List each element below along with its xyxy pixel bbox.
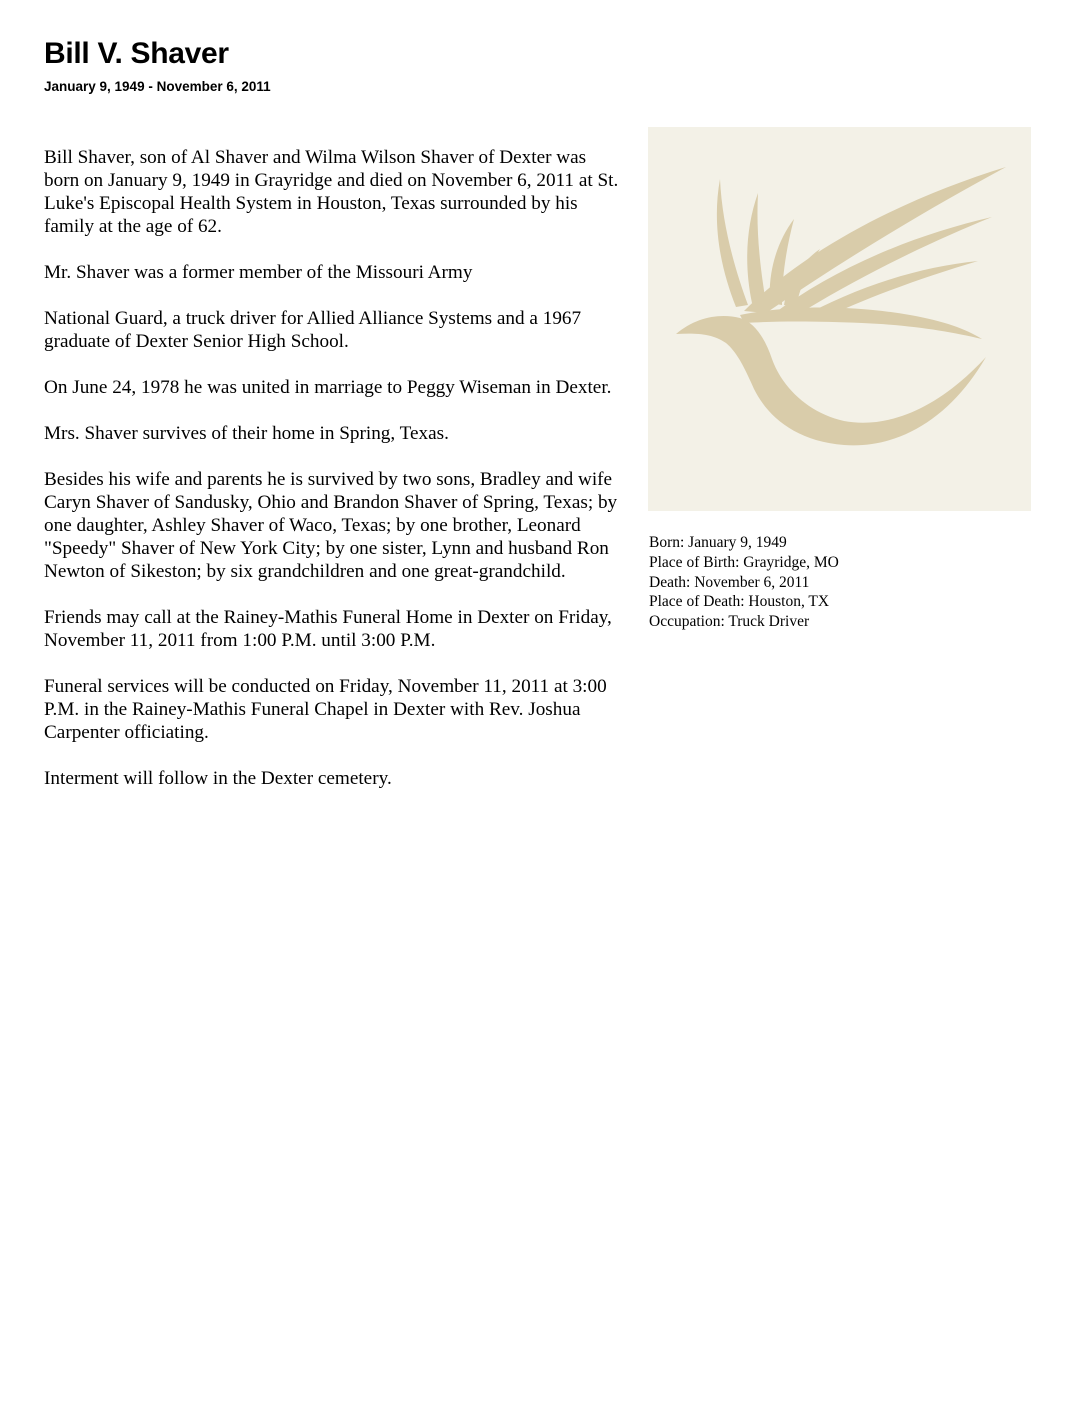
fact-occupation: Occupation: Truck Driver [649,613,810,631]
fact-death: Death: November 6, 2011 [649,573,810,591]
fact-place-of-birth: Place of Birth: Grayridge, MO [649,553,839,571]
fact-born: Born: January 9, 1949 [649,534,787,551]
memorial-image [648,127,1031,511]
obituary-paragraph: Friends may call at the Rainey-Mathis Funeral Home in Dexter on Friday, November 11, 2011 from 1:00 P.M. until 3:00 P.M. [44,607,612,651]
fact-place-of-death: Place of Death: Houston, TX [649,593,830,611]
obituary-paragraph: Besides his wife and parents he is survived by two sons, Bradley and wife Caryn Shaver of Sandusky, Ohio and Brandon Shaver of Spring, Texas; by one daughter, Ashley Shaver of Waco, Texas; by one brother, Leonard "Speedy" Shaver of New York City; by one sister, Lynn and husband Ron Newton of Sikeston; by six grandchildren and one great-grandchild. [44,469,618,582]
obituary-paragraph: Bill Shaver, son of Al Shaver and Wilma Wilson Shaver of Dexter was born on January 9, 1949 in Grayridge and died on November 6, 2011 at St. Luke's Episcopal Health System in Houston, Texas surrounded by his family at the age of 62. [44,147,619,237]
obituary-paragraph: Mr. Shaver was a former member of the Missouri Army [44,262,473,283]
obituary-paragraph: Interment will follow in the Dexter cemetery. [44,768,392,789]
obituary-paragraph: Funeral services will be conducted on Friday, November 11, 2011 at 3:00 P.M. in the Rainey-Mathis Funeral Chapel in Dexter with Rev. Joshua Carpenter officiating. [44,676,607,743]
page-title: Bill V. Shaver [44,37,229,70]
obituary-paragraph: National Guard, a truck driver for Allied Alliance Systems and a 1967 graduate of Dexter Senior High School. [44,308,582,352]
obituary-paragraph: Mrs. Shaver survives of their home in Spring, Texas. [44,423,449,444]
obituary-text [44,146,619,813]
obituary-paragraph: On June 24, 1978 he was united in marriage to Peggy Wiseman in Dexter. [44,377,612,398]
fact-list [649,533,1049,632]
date-range: January 9, 1949 - November 6, 2011 [44,79,271,94]
dove-icon [648,127,1031,511]
